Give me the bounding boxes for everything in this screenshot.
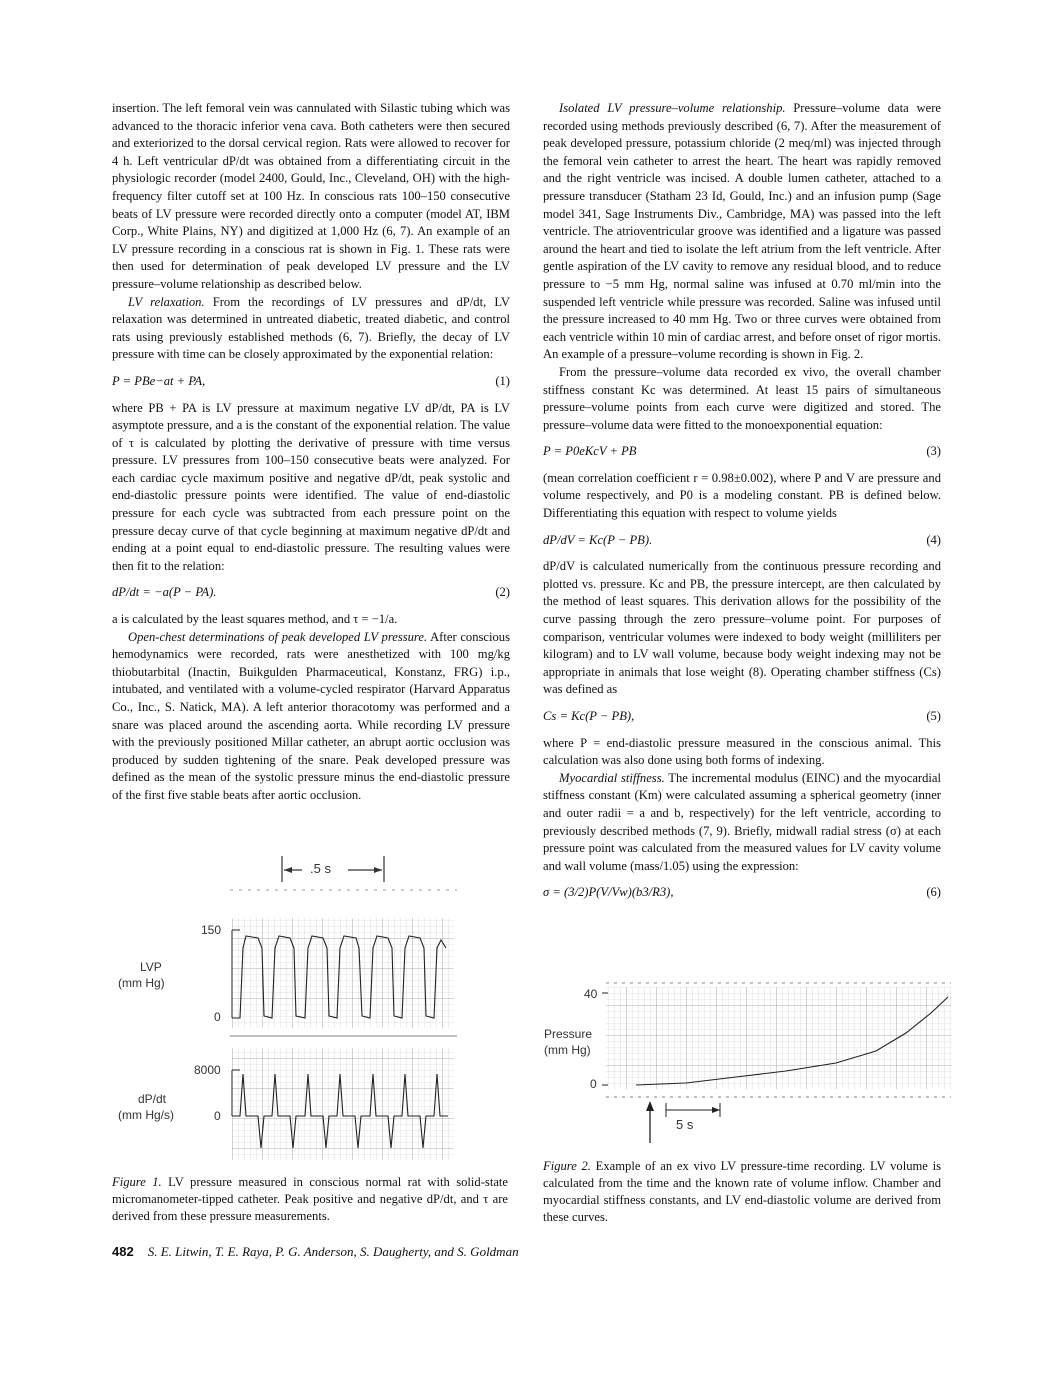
derivative-paragraph: dP/dV is calculated numerically from the continuous pressure recording and plotted vs. pressure. Kc and PB, the pressure intercept, are then calculated by the method of least squares. This derivation allows for the possibility of the curve passing through the zero pressure–volume point. For purposes of comparison, ventricular volumes were indexed to body weight (milliliters per kilogram) and to LV wall volume, because body weight indexing may not be appropriate in animals that lose weight (8). Operating chamber stiffness (Cs) was defined as bbox=[543, 559, 941, 697]
dpdt-tick-top: 8000 bbox=[194, 1063, 221, 1077]
figure-2 bbox=[536, 975, 956, 1145]
dpdt-axis-label-2: (mm Hg/s) bbox=[118, 1108, 174, 1122]
right-column bbox=[543, 100, 941, 911]
pressure-volume-heading: Isolated LV pressure–volume relationship. bbox=[559, 101, 786, 115]
pressure-tick-bottom: 0 bbox=[590, 1077, 597, 1091]
lvp-axis-label-2: (mm Hg) bbox=[118, 976, 165, 990]
time-scale-bar bbox=[282, 856, 384, 882]
scale-label: .5 s bbox=[310, 861, 331, 876]
pressure-tick-top: 40 bbox=[584, 987, 598, 1001]
figure-2-scale-bar bbox=[666, 1103, 720, 1117]
lv-relaxation-heading: LV relaxation. bbox=[128, 294, 205, 309]
lvp-tick-top: 150 bbox=[201, 923, 222, 937]
figure-2-caption-label: Figure 2. bbox=[543, 1159, 591, 1173]
figure-1 bbox=[112, 848, 512, 1168]
figure-1-caption-label: Figure 1. bbox=[112, 1175, 162, 1189]
equation-3: P = P0eKcV + PB (3) bbox=[543, 444, 941, 459]
figure-2-caption: Figure 2. Example of an ex vivo LV pressure-time recording. LV volume is calculated from the time and the known rate of volume inflow. Chamber and myocardial stiffness constants, and LV end-diastolic volume are derived from these curves. bbox=[543, 1159, 941, 1224]
pressure-axis-label-2: (mm Hg) bbox=[544, 1043, 591, 1057]
lvp-panel bbox=[230, 890, 457, 1036]
dpdt-panel bbox=[232, 1048, 454, 1160]
equation-2: dP/dt = −a(P − PA). (2) bbox=[112, 585, 510, 600]
lv-relaxation-paragraph: LV relaxation. From the recordings of LV pressures and dP/dt, LV relaxation was determined in untreated diabetic, treated diabetic, and control rats using previously established methods (6, 7). Briefly, the decay of LV pressure with time can be closely approximated by the exponential relation: bbox=[112, 294, 510, 362]
page-number: 482 bbox=[112, 1244, 134, 1259]
left-column bbox=[112, 100, 510, 805]
end-diastolic-paragraph: where P = end-diastolic pressure measured in the conscious animal. This calculation was also done using both forms of indexing. bbox=[543, 735, 941, 768]
chamber-stiffness-paragraph: From the pressure–volume data recorded ex vivo, the overall chamber stiffness constant Kc was determined. At least 15 pairs of simultaneous pressure–volume points from each curve were digitized and stored. The pressure–volume data were fitted to the monoexponential equation: bbox=[543, 364, 941, 432]
figure-2-scale-label: 5 s bbox=[676, 1117, 694, 1132]
relaxation-explanation-paragraph: where PB + PA is LV pressure at maximum negative LV dP/dt, PA is LV asymptote pressure, and a is the constant of the exponential relation. The value of τ is calculated by plotting the derivative of pressure with time versus pressure. LV pressures from 100–150 consecutive beats were analyzed. For each cardiac cycle maximum positive and negative dP/dt, peak systolic and end-diastolic pressure points were identified. The value of end-diastolic pressure for each cycle was subtracted from each pressure point on the pressure decay curve of that cycle beginning at maximum negative dP/dt and ending at a point equal to end-diastolic pressure. The resulting values were then fit to the relation: bbox=[112, 400, 510, 573]
dpdt-axis-label-1: dP/dt bbox=[138, 1092, 167, 1106]
methods-paragraph: insertion. The left femoral vein was cannulated with Silastic tubing which was advanced to the thoracic inferior vena cava. Both catheters were then secured and exteriorized to the dorsal cervical region. Rats were allowed to recover for 4 h. Left ventricular dP/dt was obtained from a differentiating circuit in the physiologic recorder (model 2400, Gould, Inc., Cleveland, OH) with the high-frequency filter cutoff set at 100 Hz. In conscious rats 100–150 consecutive beats of LV pressure were recorded directly onto a computer (model AT, IBM Corp., White Plains, NY) and digitized at 1,000 Hz (6, 7). An example of an LV pressure recording in a conscious rat is shown in Fig. 1. These rats were then used for determination of peak developed LV pressure and the LV pressure–volume relationship as described below. bbox=[112, 101, 510, 291]
equation-4: dP/dV = Kc(P − PB). (4) bbox=[543, 532, 941, 547]
page-footer bbox=[112, 1244, 519, 1260]
figure-2-recording bbox=[536, 975, 956, 1145]
myocardial-stiffness-heading: Myocardial stiffness. bbox=[559, 770, 665, 785]
author-line: S. E. Litwin, T. E. Raya, P. G. Anderson, S. Daugherty, and S. Goldman bbox=[147, 1244, 519, 1259]
figure-1-caption: Figure 1. LV pressure measured in conscious normal rat with solid-state micromanometer-tipped catheter. Peak positive and negative dP/dt, and τ are derived from these pressure measurements. bbox=[112, 1175, 509, 1223]
lvp-axis-label-1: LVP bbox=[140, 960, 162, 974]
pressure-axis-label-1: Pressure bbox=[544, 1027, 593, 1041]
open-chest-heading: Open-chest determinations of peak developed LV pressure. bbox=[128, 629, 428, 644]
equation-6: σ = (3/2)P(V/Vw)(b3/R3), (6) bbox=[543, 885, 941, 900]
open-chest-paragraph: Open-chest determinations of peak developed LV pressure. After conscious hemodynamics were recorded, rats were anesthetized with 100 mg/kg thiobutarbital (Inactin, Buikgulden Pharmaceutical, Konstanz, FRG) i.p., intubated, and ventilated with a volume-cycled respirator (Harvard Apparatus Co., Inc., S. Natick, MA). A left anterior thoracotomy was performed and a snare was placed around the ascending aorta. While recording LV pressure with the previously positioned Millar catheter, an abrupt aortic occlusion was produced by sudden tightening of the snare. Peak developed pressure was defined as the mean of the systolic pressure minus the end-diastolic pressure of the first five stable beats after aortic occlusion. bbox=[112, 629, 510, 802]
lvp-tick-bottom: 0 bbox=[214, 1010, 221, 1024]
equation-5: Cs = Kc(P − PB), (5) bbox=[543, 709, 941, 723]
correlation-paragraph: (mean correlation coefficient r = 0.98±0.002), where P and V are pressure and volume respectively, and P0 is a modeling constant. PB is defined below. Differentiating this equation with respect to volume yields bbox=[543, 470, 941, 521]
myocardial-stiffness-paragraph: Myocardial stiffness. The incremental modulus (EINC) and the myocardial stiffness constant (Km) were calculated assuming a spherical geometry (inner and outer radii = a and b, respectively) for the left ventricle, according to previously described methods (7, 9). Briefly, midwall radial stress (σ) at each pressure point was calculated from the measured values for LV cavity volume and wall volume (mass/1.05) using the expression: bbox=[543, 770, 941, 873]
least-squares-paragraph: a is calculated by the least squares method, and τ = −1/a. bbox=[112, 612, 398, 627]
dpdt-tick-bottom: 0 bbox=[214, 1109, 221, 1123]
equation-1: P = PBe−at + PA, (1) bbox=[112, 373, 510, 388]
start-arrow bbox=[646, 1101, 654, 1143]
pressure-volume-paragraph: Isolated LV pressure–volume relationship. Pressure–volume data were recorded using methods previously described (6, 7). After the measurement of peak developed pressure, potassium chloride (2 meq/ml) was injected through the femoral vein catheter to arrest the heart. The heart was rapidly removed and the right ventricle was incised. A double lumen catheter, attached to a pressure transducer (Statham 23 Id, Gould, Inc.) and an infusion pump (Sage model 341, Sage Instruments Div., Cambridge, MA) was passed into the left ventricle. The atrioventricular groove was identified and a ligature was passed around the heart and tied to isolate the left atrium from the left ventricle. After gentle aspiration of the LV cavity to remove any residual blood, and to reduce pressure to −5 mm Hg, normal saline was infused at 0.70 ml/min into the suspended left ventricle while pressure was recorded. Saline was infused until the pressure increased to 40 mm Hg. Two or three curves were obtained from each ventricle within 10 min of cardiac arrest, and before onset of rigor mortis. An example of a pressure–volume recording is shown in Fig. 2. bbox=[543, 101, 941, 362]
